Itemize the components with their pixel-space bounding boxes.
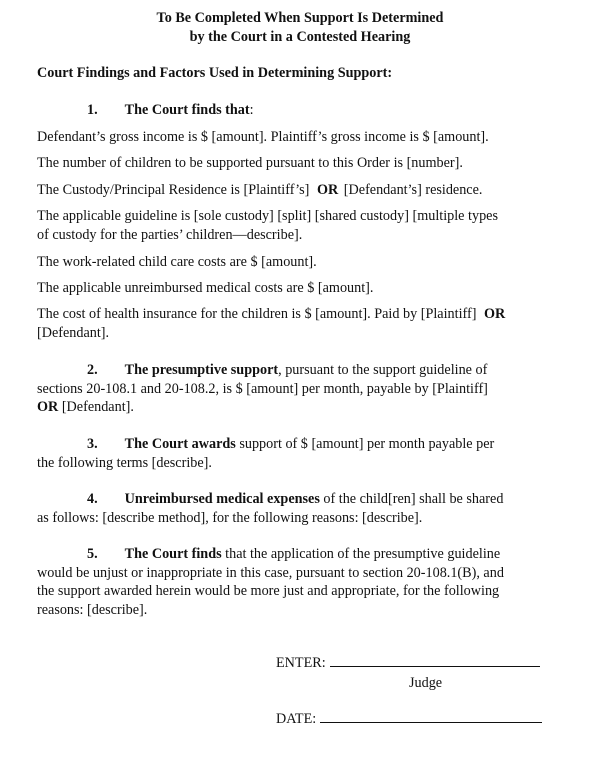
- enter-row: [276, 655, 540, 672]
- finding-custody-b: [Defendant’s] residence.: [340, 182, 483, 198]
- item-3-heading: The Court awards: [124, 436, 236, 452]
- item-5-line-3: the support awarded herein would be more just and appropriate, for the following: [37, 583, 500, 599]
- finding-custody: [37, 181, 482, 199]
- item-4-heading: Unreimbursed medical expenses: [124, 491, 320, 507]
- item-2-line-2: sections 20-108.1 and 20-108.2, is $ [amount] per month, payable by [Plaintiff]: [37, 381, 488, 397]
- item-3-number: 3.: [87, 436, 98, 452]
- finding-custody-or: OR: [316, 182, 339, 198]
- date-label: DATE:: [276, 711, 317, 727]
- item-4-line-2: as follows: [describe method], for the following reasons: [describe].: [37, 510, 423, 526]
- finding-childcare: The work-related child care costs are $ [amount].: [37, 254, 317, 270]
- finding-medical: The applicable unreimbursed medical costs are $ [amount].: [37, 280, 374, 296]
- finding-guideline-line-1: The applicable guideline is [sole custody] [split] [shared custody] [multiple types: [37, 208, 498, 224]
- item-4-number: 4.: [87, 491, 98, 507]
- enter-label: ENTER:: [276, 655, 326, 671]
- item-2-line-3: [37, 398, 134, 416]
- item-1-heading: The Court finds that: [124, 102, 250, 118]
- item-2-line-1: [87, 361, 487, 379]
- item-2-line-1-rest: , pursuant to the support guideline of: [278, 362, 488, 378]
- item-2-or: OR: [37, 399, 59, 415]
- judge-signature-line[interactable]: [330, 665, 540, 667]
- item-5-line-2: would be unjust or inappropriate in this case, pursuant to section 20-108.1(B), and: [37, 565, 504, 581]
- item-3-line-2: the following terms [describe].: [37, 455, 212, 471]
- document-title-line-2: by the Court in a Contested Hearing: [189, 29, 411, 45]
- item-5-number: 5.: [87, 546, 98, 562]
- finding-income: Defendant’s gross income is $ [amount]. Plaintiff’s gross income is $ [amount].: [37, 129, 489, 145]
- finding-insurance-or: OR: [483, 306, 506, 322]
- item-2-line-3-rest: [Defendant].: [58, 399, 134, 415]
- document-title-line-1: To Be Completed When Support Is Determined: [156, 10, 444, 26]
- finding-children: The number of children to be supported pursuant to this Order is [number].: [37, 155, 463, 171]
- date-row: [276, 711, 542, 728]
- item-1-heading-row: [87, 101, 254, 119]
- item-5-line-4: reasons: [describe].: [37, 602, 148, 618]
- item-5-line-1: [87, 545, 500, 563]
- item-4-line-1-rest: of the child[ren] shall be shared: [319, 491, 504, 507]
- item-3-line-1-rest: support of $ [amount] per month payable per: [235, 436, 495, 452]
- finding-insurance-line-2: [Defendant].: [37, 325, 110, 341]
- judge-label: Judge: [409, 675, 443, 691]
- finding-custody-a: The Custody/Principal Residence is [Plaintiff’s]: [37, 182, 313, 198]
- section-heading: Court Findings and Factors Used in Determining Support:: [37, 65, 393, 81]
- item-5-heading: The Court finds: [124, 546, 222, 562]
- date-signature-line[interactable]: [320, 721, 542, 723]
- finding-guideline-line-2: of custody for the parties’ children—describe].: [37, 227, 303, 243]
- finding-insurance-text: The cost of health insurance for the children is $ [amount]. Paid by [Plaintiff]: [37, 306, 480, 322]
- item-1-colon: :: [249, 102, 254, 118]
- item-3-line-1: [87, 435, 494, 453]
- item-2-heading: The presumptive support: [124, 362, 279, 378]
- item-1-number: 1.: [87, 102, 98, 118]
- item-2-number: 2.: [87, 362, 98, 378]
- item-5-line-1-rest: that the application of the presumptive guideline: [221, 546, 501, 562]
- finding-insurance-line-1: [37, 305, 505, 323]
- item-4-line-1: [87, 490, 503, 508]
